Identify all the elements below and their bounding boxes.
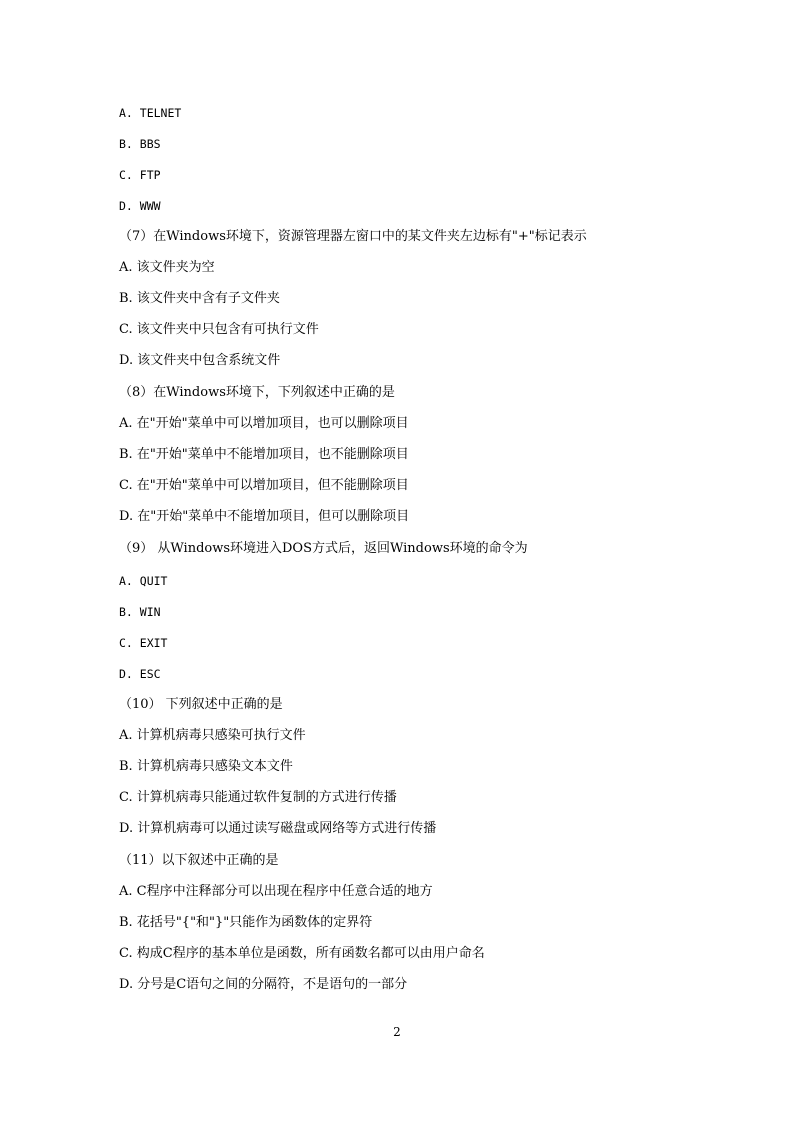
q8-option-b: B. 在"开始"菜单中不能增加项目，也不能删除项目 [119,447,409,462]
q10-option-d: D. 计算机病毒可以通过读写磁盘或网络等方式进行传播 [119,821,437,836]
page-number: 2 [393,1025,401,1039]
q6-option-a: A. TELNET [119,106,182,120]
q11-option-d: D. 分号是C语句之间的分隔符，不是语句的一部分 [119,977,408,992]
question-10: （10） 下列叙述中正确的是 [119,697,283,712]
q11-option-b: B. 花括号"{"和"}"只能作为函数体的定界符 [119,915,373,930]
q6-option-b: B. BBS [119,137,161,151]
q11-option-c: C. 构成C程序的基本单位是函数，所有函数名都可以由用户命名 [119,946,485,961]
q9-option-d: D. ESC [119,667,161,681]
q6-option-c: C. FTP [119,168,161,182]
q7-option-d: D. 该文件夹中包含系统文件 [119,353,281,368]
question-11: （11）以下叙述中正确的是 [119,853,279,868]
question-8: （8）在Windows环境下，下列叙述中正确的是 [119,385,395,400]
q6-option-d: D. WWW [119,199,161,213]
q10-option-a: A. 计算机病毒只感染可执行文件 [119,728,306,743]
q10-option-b: B. 计算机病毒只感染文本文件 [119,759,293,774]
q8-option-c: C. 在"开始"菜单中可以增加项目，但不能删除项目 [119,478,409,493]
q9-option-b: B. WIN [119,605,161,619]
q7-option-c: C. 该文件夹中只包含有可执行文件 [119,322,319,337]
q9-option-a: A. QUIT [119,574,168,588]
q11-option-a: A. C程序中注释部分可以出现在程序中任意合适的地方 [119,884,433,899]
q10-option-c: C. 计算机病毒只能通过软件复制的方式进行传播 [119,790,397,805]
q7-option-b: B. 该文件夹中含有子文件夹 [119,291,280,306]
q8-option-a: A. 在"开始"菜单中可以增加项目，也可以删除项目 [119,416,409,431]
q7-option-a: A. 该文件夹为空 [119,260,215,275]
question-7: （7）在Windows环境下，资源管理器左窗口中的某文件夹左边标有"+"标记表示 [119,229,587,244]
q9-option-c: C. EXIT [119,636,168,650]
q8-option-d: D. 在"开始"菜单中不能增加项目，但可以删除项目 [119,509,410,524]
question-9: （9） 从Windows环境进入DOS方式后，返回Windows环境的命令为 [119,541,528,556]
